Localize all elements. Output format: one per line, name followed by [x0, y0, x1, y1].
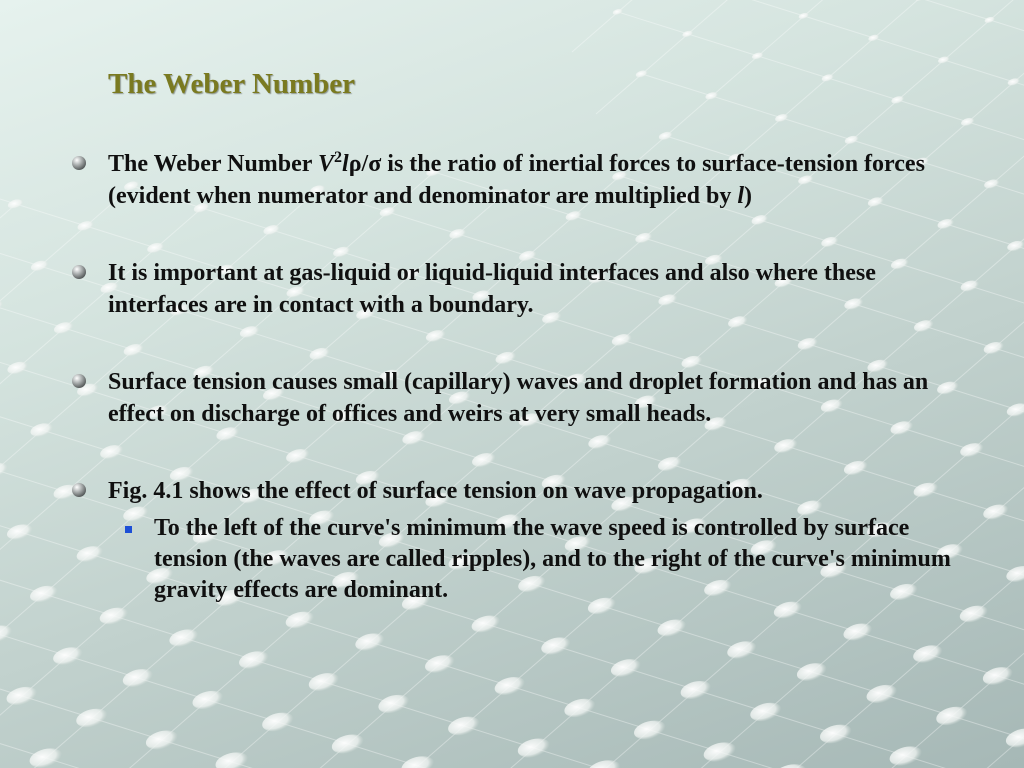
background-dot: [774, 113, 789, 124]
formula-rest: ρ/σ: [348, 151, 382, 177]
background-dot: [168, 627, 201, 650]
background-line: [944, 60, 1014, 82]
sub-bullet-text: To the left of the curve's minimum the wave speed is controlled by surface tension (the waves are called ripples), and to the right of the curve's minimum gravity effects are dominant.: [154, 515, 951, 603]
background-dot: [725, 638, 758, 661]
background-dot: [1005, 563, 1024, 584]
bullet-text: Surface tension causes small (capillary) waves and droplet formation and has an effect on discharge of offices and weirs at very small heads.: [108, 369, 929, 427]
background-line: [666, 96, 712, 136]
background-line: [0, 266, 40, 306]
background-line: [758, 16, 804, 56]
background-line: [688, 0, 734, 34]
background-line: [758, 56, 828, 78]
background-dot: [679, 678, 714, 702]
bullet-item-weber-definition: [70, 148, 970, 212]
background-line: [804, 16, 874, 38]
bullet-dot-icon: [72, 156, 86, 170]
sub-bullet-item: [108, 513, 970, 606]
background-dot: [865, 682, 900, 706]
background-line: [968, 82, 1014, 122]
formula-exponent: 2: [334, 149, 343, 166]
background-line: [992, 184, 1024, 206]
slide-title: The Weber Number: [108, 68, 356, 100]
background-dot: [214, 749, 251, 768]
background-dot: [376, 692, 411, 716]
background-dot: [30, 259, 50, 273]
background-line: [944, 20, 990, 60]
bullet-text: Fig. 4.1 shows the effect of surface tension on wave propagation.: [108, 478, 763, 504]
background-dot: [748, 700, 783, 725]
background-dot: [74, 706, 110, 731]
background-line: [0, 244, 40, 266]
bullet-item-surface-tension: [70, 366, 970, 430]
background-dot: [958, 603, 990, 625]
background-dot: [7, 198, 25, 211]
background-dot: [516, 735, 553, 760]
background-line: [642, 74, 712, 96]
background-dot: [493, 674, 527, 698]
background-line: [990, 20, 1024, 42]
background-dot: [354, 631, 387, 654]
background-dot: [821, 73, 835, 83]
background-dot: [28, 745, 65, 768]
background-dot: [330, 731, 366, 756]
background-dot: [751, 51, 764, 60]
background-dot: [0, 461, 10, 480]
background-dot: [934, 704, 969, 729]
background-dot: [1005, 401, 1024, 418]
background-dot: [635, 69, 649, 79]
background-dot: [260, 710, 296, 735]
background-line: [1014, 42, 1024, 82]
bullet-dot-icon: [72, 265, 86, 279]
background-line: [642, 34, 688, 74]
background-dot: [632, 718, 668, 743]
background-dot: [5, 522, 34, 542]
background-dot: [121, 666, 155, 690]
bullet-item-figure: [70, 475, 970, 606]
background-line: [0, 306, 64, 328]
background-dot: [237, 648, 271, 671]
background-dot: [28, 583, 59, 605]
background-dot: [470, 613, 502, 635]
background-dot: [891, 95, 906, 105]
background-line: [828, 38, 874, 78]
background-dot: [682, 30, 695, 39]
background-dot: [960, 117, 976, 128]
formula-velocity: V: [318, 151, 335, 177]
background-dot: [658, 130, 674, 141]
background-dot: [702, 739, 739, 764]
background-line: [572, 12, 618, 52]
background-dot: [888, 743, 925, 768]
formula-length: l: [342, 151, 349, 177]
background-dot: [1006, 239, 1024, 253]
background-dot: [612, 8, 624, 16]
background-line: [734, 0, 804, 16]
background-dot: [191, 688, 226, 712]
background-line: [994, 308, 1024, 348]
background-line: [804, 0, 850, 16]
background-dot: [423, 652, 457, 675]
background-line: [968, 122, 1024, 144]
background-dot: [5, 684, 40, 708]
background-line: [990, 0, 1024, 20]
background-line: [782, 78, 828, 118]
background-dot: [818, 721, 854, 746]
background-dot: [656, 617, 689, 640]
bullet-text-end: ): [744, 183, 753, 209]
bullet-text-suffix: is the ratio of inertial forces to surface-tension forces (evident when numerator and denominator are multiplied by: [108, 151, 925, 209]
background-line: [782, 118, 852, 140]
background-dot: [284, 609, 316, 631]
background-dot: [911, 642, 944, 665]
background-dot: [842, 621, 875, 644]
background-dot: [307, 670, 341, 694]
square-bullet-icon: [125, 526, 132, 533]
background-line: [874, 0, 920, 38]
sub-bullet-list: [108, 513, 970, 606]
bullet-dot-icon: [72, 483, 86, 497]
background-dot: [6, 360, 30, 377]
background-dot: [982, 502, 1011, 522]
background-dot: [1004, 725, 1024, 750]
bullet-text-prefix: The Weber Number: [108, 151, 319, 177]
background-dot: [609, 656, 643, 680]
background-dot: [868, 34, 881, 43]
background-dot: [798, 12, 810, 20]
background-dot: [981, 664, 1015, 688]
background-dot: [984, 16, 996, 24]
background-dot: [1007, 77, 1021, 87]
background-line: [1016, 206, 1024, 246]
background-line: [688, 34, 758, 56]
background-line: [898, 60, 944, 100]
bullet-list: [70, 148, 970, 606]
background-line: [712, 56, 758, 96]
background-dot: [562, 696, 597, 720]
background-dot: [844, 134, 860, 145]
bullet-italic-l: l: [737, 183, 745, 209]
background-line: [0, 204, 16, 244]
background-dot: [446, 714, 482, 739]
background-dot: [795, 660, 829, 684]
background-line: [596, 74, 642, 114]
background-line: [970, 246, 1016, 286]
weber-formula: [318, 151, 381, 177]
background-line: [828, 78, 898, 100]
bullet-dot-icon: [72, 374, 86, 388]
background-line: [0, 470, 66, 492]
background-dot: [98, 605, 130, 627]
background-dot: [982, 340, 1005, 356]
background-line: [1014, 82, 1024, 104]
background-dot: [144, 727, 180, 752]
background-line: [898, 100, 968, 122]
background-dot: [29, 421, 55, 439]
background-dot: [983, 178, 1001, 190]
background-dot: [539, 635, 572, 658]
background-dot: [705, 91, 720, 101]
background-line: [18, 328, 64, 368]
bullet-text: It is important at gas-liquid or liquid-liquid interfaces and also where these interfaces are in contact with a boundary.: [108, 260, 876, 318]
background-line: [970, 286, 1024, 308]
background-dot: [937, 55, 950, 64]
bullet-item-interfaces: [70, 257, 970, 321]
background-line: [874, 38, 944, 60]
background-line: [920, 0, 990, 20]
background-line: [992, 144, 1024, 184]
background-line: [618, 12, 688, 34]
background-line: [712, 96, 782, 118]
background-dot: [51, 644, 84, 667]
background-line: [852, 100, 898, 140]
background-line: [618, 0, 664, 12]
